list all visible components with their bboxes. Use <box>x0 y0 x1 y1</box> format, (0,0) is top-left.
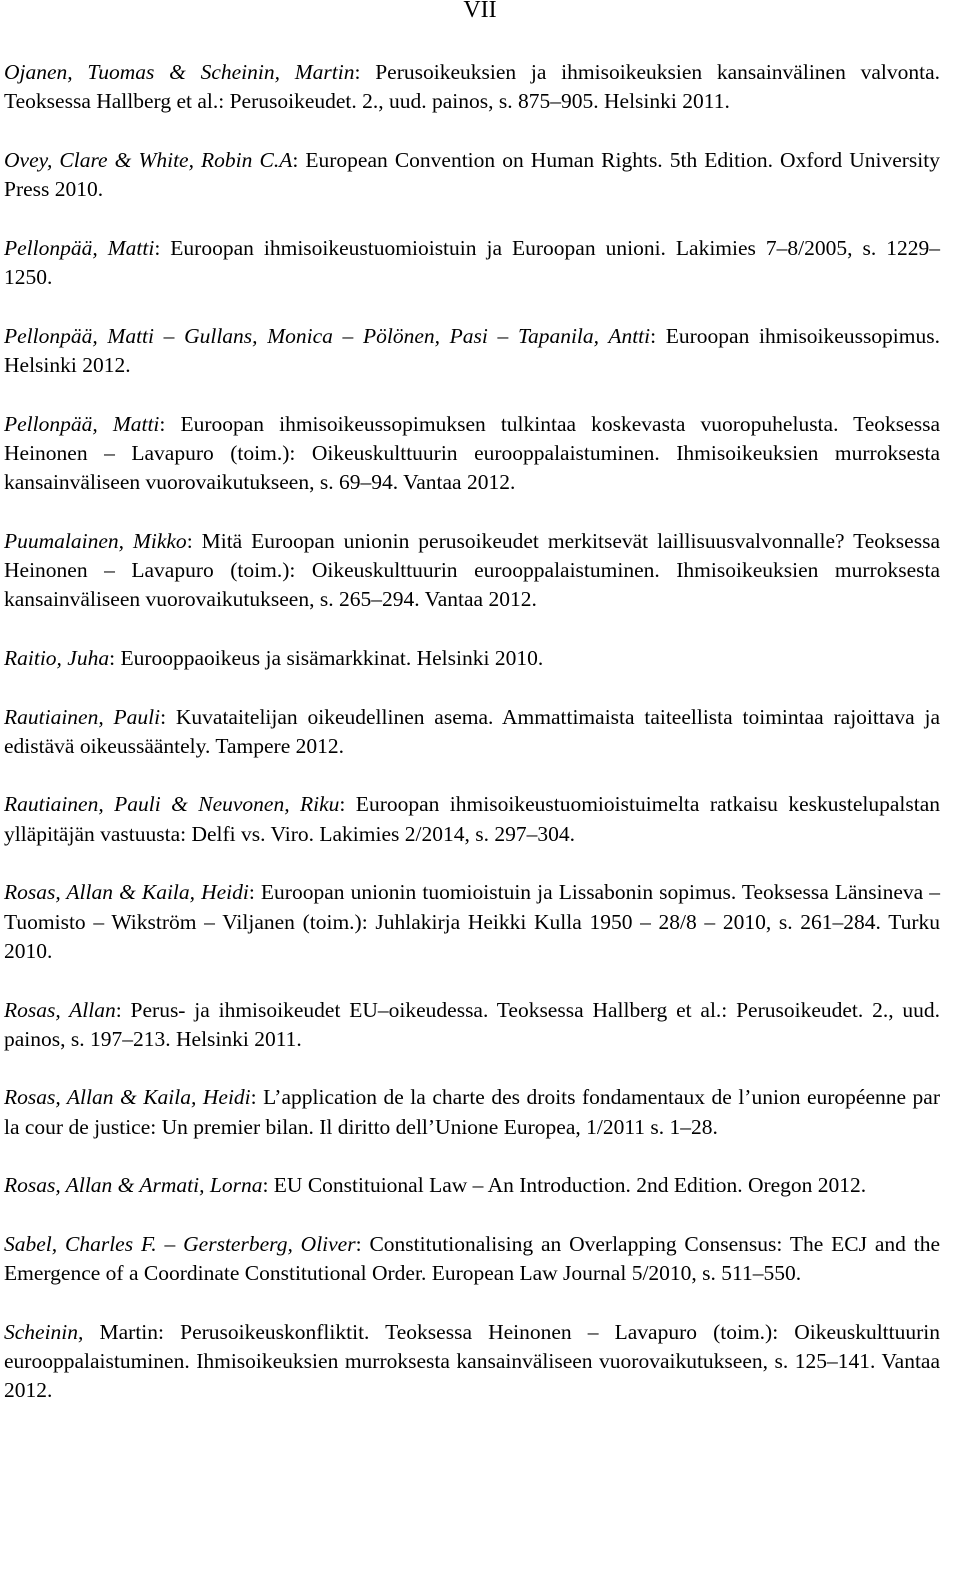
reference-entry <box>4 1171 940 1200</box>
reference-author: Pellonpää, Matti – Gullans, Monica – Pölönen, Pasi – Tapanila, Antti <box>4 323 651 348</box>
reference-author: Puumalainen, Mikko <box>4 528 187 553</box>
reference-text: : Perusoikeuksien ja ihmisoikeuksien kansainvälinen valvonta. Teoksessa Hallberg et al.: Perusoikeudet. 2., uud. painos, s. 875–905. Helsinki 2011. <box>4 60 941 114</box>
reference-text: : Euroopan ihmisoikeussopimus. Helsinki 2012. <box>4 323 940 377</box>
reference-entry <box>4 1083 940 1142</box>
reference-entry <box>4 146 940 205</box>
reference-text: : Euroopan ihmisoikeustuomioistuin ja Euroopan unioni. Lakimies 7–8/2005, s. 1229–1250. <box>4 235 940 290</box>
reference-entry <box>4 234 940 293</box>
reference-entry <box>4 527 940 615</box>
reference-entry <box>4 996 940 1055</box>
reference-entry <box>4 878 940 966</box>
reference-author: Scheinin, <box>4 1319 84 1344</box>
reference-author: Rautiainen, Pauli & Neuvonen, Riku <box>4 792 340 817</box>
reference-text: : Euroopan ihmisoikeussopimuksen tulkintaa koskevasta vuoropuhelusta. Teoksessa Heinonen – Lavapuro (toim.): Oikeuskulttuurin eurooppalaistuminen. Ihmisoikeuksien murroksesta kansainväliseen vuorovaikutukseen, s. 69–94. Vantaa 2012. <box>4 411 940 495</box>
reference-text: : Perus- ja ihmisoikeudet EU–oikeudessa. Teoksessa Hallberg et al.: Perusoikeudet. 2., uud. painos, s. 197–213. Helsinki 2011. <box>4 997 941 1051</box>
reference-author: Rosas, Allan & Armati, Lorna <box>4 1173 263 1198</box>
reference-author: Rosas, Allan & Kaila, Heidi <box>4 880 249 905</box>
reference-text: : Constitutionalising an Overlapping Consensus: The ECJ and the Emergence of a Coordinate Constitutional Order. European Law Journal 5/2010, s. 511–550. <box>4 1231 940 1286</box>
reference-author: Rosas, Allan <box>4 997 116 1022</box>
reference-text: : Eurooppaoikeus ja sisämarkkinat. Helsinki 2010. <box>109 645 544 670</box>
reference-text: : Mitä Euroopan unionin perusoikeudet merkitsevät laillisuusvalvonnalle? Teoksessa Heinonen – Lavapuro (toim.): Oikeuskulttuurin eurooppalaistuminen. Ihmisoikeuksien murroksesta kansainväliseen vuorovaikutukseen, s. 265–294. Vantaa 2012. <box>4 528 940 612</box>
reference-author: Ovey, Clare & White, Robin C.A <box>4 147 293 172</box>
reference-text: : EU Constituional Law – An Introduction. 2nd Edition. Oregon 2012. <box>262 1173 867 1198</box>
reference-text: Martin: Perusoikeuskonfliktit. Teoksessa Heinonen – Lavapuro (toim.): Oikeuskulttuurin eurooppalaistuminen. Ihmisoikeuksien murroksesta kansainväliseen vuorovaikutukseen, s. 125–141. Vantaa 2012. <box>4 1319 940 1403</box>
reference-author: Pellonpää, Matti <box>4 411 160 436</box>
reference-entry <box>4 1318 940 1406</box>
reference-author: Rosas, Allan & Kaila, Heidi <box>4 1085 251 1110</box>
reference-author: Rautiainen, Pauli <box>4 704 161 729</box>
reference-entry <box>4 322 940 381</box>
reference-author: Pellonpää, Matti <box>4 235 155 260</box>
reference-author: Sabel, Charles F. – Gersterberg, Oliver <box>4 1231 356 1256</box>
reference-text: : Kuvataitelijan oikeudellinen asema. Ammattimaista taiteellista toimintaa rajoittava ja edistävä oikeussääntely. Tampere 2012. <box>4 704 940 758</box>
reference-entry <box>4 790 940 849</box>
reference-entry <box>4 703 940 762</box>
reference-text: : European Convention on Human Rights. 5th Edition. Oxford University Press 2010. <box>4 147 940 202</box>
reference-text: : Euroopan ihmisoikeustuomioistuimelta ratkaisu keskustelupalstan ylläpitäjän vastuusta: Delfi vs. Viro. Lakimies 2/2014, s. 297–304. <box>4 792 940 846</box>
reference-list <box>4 58 940 1406</box>
reference-entry <box>4 644 940 673</box>
reference-text: : L’application de la charte des droits fondamentaux de l’union européenne par la cour de justice: Un premier bilan. Il diritto dell’Unione Europea, 1/2011 s. 1–28. <box>4 1085 941 1139</box>
reference-author: Ojanen, Tuomas & Scheinin, Martin <box>4 60 355 84</box>
reference-entry <box>4 410 940 498</box>
page-number: VII <box>463 0 497 23</box>
reference-entry <box>4 1230 940 1289</box>
reference-text: : Euroopan unionin tuomioistuin ja Lissabonin sopimus. Teoksessa Länsineva – Tuomisto – Wikström – Viljanen (toim.): Juhlakirja Heikki Kulla 1950 – 28/8 – 2010, s. 261–284. Turku 2010. <box>4 880 940 963</box>
reference-author: Raitio, Juha <box>4 645 110 670</box>
reference-entry <box>4 58 940 117</box>
